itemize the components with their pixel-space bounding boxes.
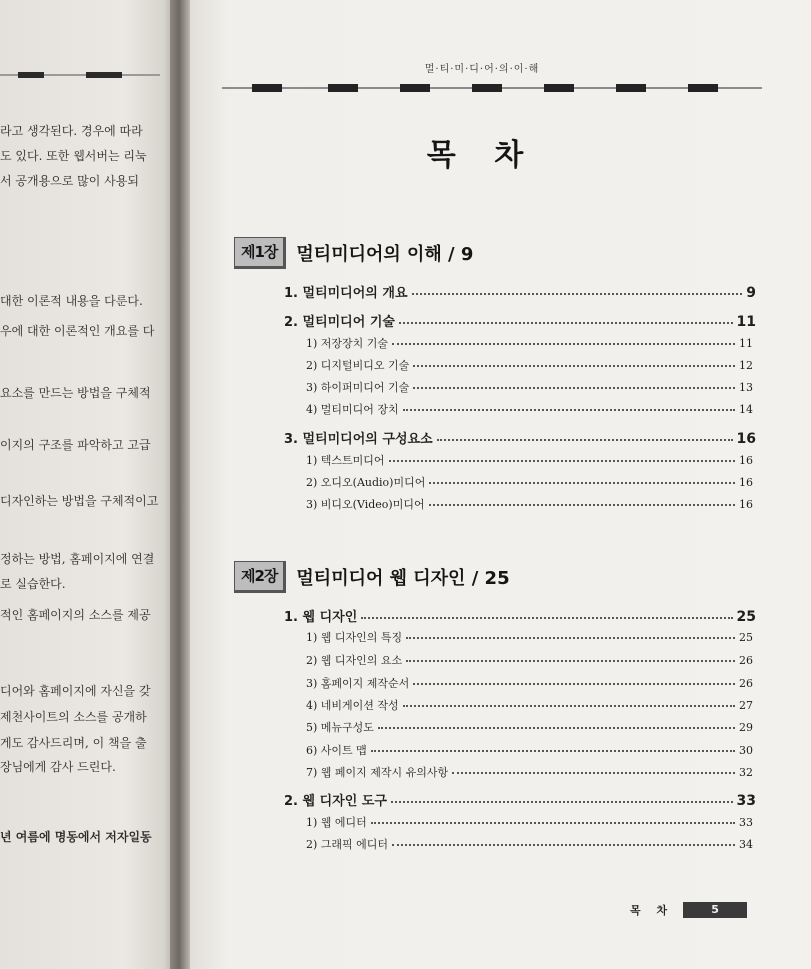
toc-page-number: 14: [739, 403, 753, 416]
left-page-line: 우에 대한 이론적인 개요를 다: [0, 324, 155, 338]
left-page-line: 요소를 만드는 방법을 구체적: [0, 386, 151, 400]
toc-page-number: 27: [739, 699, 753, 712]
toc-subsection: [306, 742, 753, 758]
toc-section: [284, 790, 756, 809]
toc-subsection: [306, 697, 753, 713]
dot-leader: [392, 844, 735, 846]
toc-subsection-title: 4) 멀티미디어 장치: [306, 403, 399, 416]
toc-subsection-title: 2) 그래픽 에디터: [306, 838, 389, 851]
left-page-line: 년 여름에 명동에서 저자일동: [0, 830, 152, 844]
dot-leader: [429, 482, 735, 484]
toc-subsection-title: 3) 홈페이지 제작순서: [306, 677, 410, 690]
dot-leader: [429, 504, 735, 506]
toc-subsection: [306, 652, 753, 668]
toc-subsection-title: 5) 메뉴구성도: [306, 721, 374, 734]
toc-page-number: 34: [739, 838, 753, 851]
footer-label: 목 차: [630, 904, 674, 917]
left-page-line: 디어와 홈페이지에 자신을 갖: [0, 684, 151, 698]
left-page-line: 이지의 구조를 파악하고 고급: [0, 438, 151, 452]
left-page-line: 도 있다. 또한 웹서버는 리눅: [0, 149, 147, 163]
page-title: 목 차: [426, 138, 538, 173]
dot-leader: [378, 727, 735, 729]
dot-leader: [392, 343, 735, 345]
dot-leader: [413, 365, 735, 367]
toc-page-number: 16: [736, 431, 756, 447]
toc-page-number: 12: [739, 359, 753, 372]
left-page-line: 디자인하는 방법을 구체적이고: [0, 494, 159, 508]
toc-subsection-title: 7) 웹 페이지 제작시 유의사항: [306, 766, 449, 779]
toc-subsection-title: 1) 웹 에디터: [306, 816, 367, 829]
dot-leader: [391, 801, 733, 803]
toc-page-number: 9: [746, 285, 756, 301]
dot-leader: [361, 617, 732, 619]
toc-page-number: 30: [739, 744, 753, 757]
toc-subsection-title: 2) 디지털비디오 기술: [306, 359, 410, 372]
toc-subsection: [306, 814, 753, 830]
left-page-line: 라고 생각된다. 경우에 따라: [0, 124, 143, 138]
left-page-line: 서 공개용으로 많이 사용되: [0, 174, 139, 188]
toc-subsection-title: 1) 웹 디자인의 특징: [306, 631, 403, 644]
page-footer: [630, 902, 747, 918]
toc-page-number: 25: [736, 609, 756, 625]
dot-leader: [412, 293, 743, 295]
toc-subsection: [306, 379, 753, 395]
left-page: [0, 0, 178, 969]
left-page-line: 로 실습한다.: [0, 577, 66, 591]
left-page-line: 게도 감사드리며, 이 책을 출: [0, 736, 147, 750]
toc-subsection-title: 6) 사이트 맵: [306, 744, 367, 757]
page-number: 5: [683, 902, 747, 918]
toc-page-number: 33: [739, 816, 753, 829]
toc-subsection: [306, 452, 753, 468]
left-page-line: 대한 이론적 내용을 다룬다.: [0, 294, 143, 308]
toc-page-number: 33: [736, 793, 756, 809]
dot-leader: [452, 772, 735, 774]
toc-section-title: 1. 웹 디자인: [284, 610, 358, 625]
toc-subsection-title: 1) 텍스트미디어: [306, 454, 385, 467]
dot-leader: [403, 409, 735, 411]
toc-page-number: 26: [739, 654, 753, 667]
dot-leader: [389, 460, 735, 462]
left-page-line: 정하는 방법, 홈페이지에 연결: [0, 552, 155, 566]
toc-subsection: [306, 629, 753, 645]
toc-subsection: [306, 675, 753, 691]
toc-section-title: 2. 멀티미디어 기술: [284, 315, 395, 330]
toc-section-title: 2. 웹 디자인 도구: [284, 794, 387, 809]
left-header-rule: [0, 72, 160, 78]
chapter-heading: [234, 562, 510, 592]
dot-leader: [403, 705, 735, 707]
toc-subsection: [306, 474, 753, 490]
dot-leader: [406, 660, 735, 662]
dot-leader: [371, 822, 735, 824]
chapter-title: 멀티미디어 웹 디자인 / 25: [296, 568, 510, 589]
toc-subsection-title: 3) 하이퍼미디어 기술: [306, 381, 410, 394]
toc-section-title: 3. 멀티미디어의 구성요소: [284, 432, 433, 447]
toc-page-number: 16: [739, 476, 753, 489]
toc-page-number: 11: [739, 337, 753, 350]
toc-section: [284, 311, 756, 330]
toc-section: [284, 606, 756, 625]
toc-subsection-title: 2) 웹 디자인의 요소: [306, 654, 403, 667]
left-page-line: 장님에게 감사 드린다.: [0, 760, 116, 774]
toc-subsection: [306, 719, 753, 735]
toc-subsection: [306, 496, 753, 512]
toc-section: [284, 282, 756, 301]
toc-section: [284, 428, 756, 447]
dot-leader: [437, 439, 733, 441]
toc-subsection: [306, 357, 753, 373]
running-head: 멀·티·미·디·어·의·이·해: [424, 64, 540, 75]
chapter-badge: 제2장: [234, 561, 286, 593]
left-page-line: 제천사이트의 소스를 공개하: [0, 710, 147, 724]
dot-leader: [399, 322, 733, 324]
toc-page-number: 13: [739, 381, 753, 394]
header-rule: [222, 84, 762, 92]
toc-page-number: 29: [739, 721, 753, 734]
toc-page-number: 16: [739, 498, 753, 511]
toc-page-number: 25: [739, 631, 753, 644]
toc-section-title: 1. 멀티미디어의 개요: [284, 286, 408, 301]
chapter-badge: 제1장: [234, 237, 286, 269]
dot-leader: [406, 637, 735, 639]
left-page-line: 적인 홈페이지의 소스를 제공: [0, 608, 151, 622]
toc-subsection-title: 2) 오디오(Audio)미디어: [306, 476, 426, 489]
toc-subsection-title: 3) 비디오(Video)미디어: [306, 498, 425, 511]
toc-page-number: 11: [736, 314, 756, 330]
dot-leader: [413, 387, 735, 389]
toc-subsection-title: 4) 네비게이션 작성: [306, 699, 399, 712]
toc-subsection: [306, 836, 753, 852]
chapter-heading: [234, 238, 473, 268]
toc-subsection-title: 1) 저장장치 기술: [306, 337, 389, 350]
toc-subsection: [306, 764, 753, 780]
toc-page-number: 32: [739, 766, 753, 779]
toc-page-number: 16: [739, 454, 753, 467]
dot-leader: [371, 750, 735, 752]
chapter-title: 멀티미디어의 이해 / 9: [296, 244, 474, 265]
toc-subsection: [306, 335, 753, 351]
toc-page-number: 26: [739, 677, 753, 690]
toc-subsection: [306, 401, 753, 417]
toc-page: [190, 0, 811, 969]
dot-leader: [413, 683, 735, 685]
